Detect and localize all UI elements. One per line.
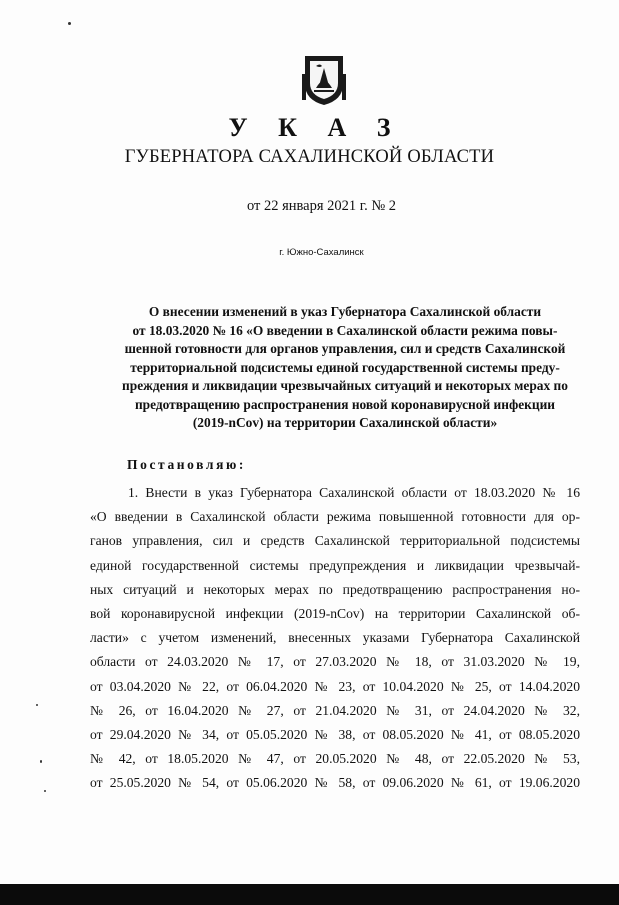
scan-speck xyxy=(44,790,46,792)
body-line: № 42, от 18.05.2020 № 47, от 20.05.2020 № 48, от 22.05.2020 № 53, xyxy=(90,751,580,767)
heading-line: шенной готовности для органов управления, сил и средств Сахалинской xyxy=(124,341,566,356)
heading-line: от 18.03.2020 № 16 «О введении в Сахалинской области режима повы- xyxy=(132,322,558,338)
resolve-label: Постановляю: xyxy=(127,457,246,472)
body-line: единой государственной системы предупреждения и ликвидации чрезвычай- xyxy=(90,557,580,573)
document-type-title: У К А З xyxy=(228,113,403,142)
decree-heading xyxy=(100,303,590,433)
scan-speck xyxy=(40,760,42,763)
body-line: № 26, от 16.04.2020 № 27, от 21.04.2020 № 31, от 24.04.2020 № 32, xyxy=(90,702,580,718)
body-line: области от 24.03.2020 № 17, от 27.03.2020 № 18, от 31.03.2020 № 19, xyxy=(90,654,580,670)
issue-place: г. Южно-Сахалинск xyxy=(279,247,364,258)
scan-bottom-edge xyxy=(0,884,619,905)
body-line: 1. Внести в указ Губернатора Сахалинской области от 18.03.2020 № 16 xyxy=(128,485,580,500)
decree-body xyxy=(90,481,580,795)
heading-line: преждения и ликвидации чрезвычайных ситуаций и некоторых мерах по xyxy=(122,378,568,393)
heading-line: территориальной подсистемы единой государственной системы преду- xyxy=(130,359,560,375)
body-line: от 25.05.2020 № 54, от 05.06.2020 № 58, от 09.06.2020 № 61, от 19.06.2020 xyxy=(90,775,580,791)
heading-line: (2019-nCov) на территории Сахалинской области» xyxy=(192,415,498,430)
scan-speck xyxy=(68,22,71,25)
body-line: от 29.04.2020 № 34, от 05.05.2020 № 38, от 08.05.2020 № 41, от 08.05.2020 xyxy=(90,726,580,742)
body-line: от 03.04.2020 № 22, от 06.04.2020 № 23, от 10.04.2020 № 25, от 14.04.2020 xyxy=(90,678,580,694)
heading-line: О внесении изменений в указ Губернатора Сахалинской области xyxy=(148,304,542,319)
body-line: ласти» с учетом изменений, внесенных указами Губернатора Сахалинской xyxy=(90,630,580,646)
body-line: вой коронавирусной инфекции (2019-nCov) на территории Сахалинской об- xyxy=(90,605,580,621)
coat-of-arms-icon xyxy=(302,54,346,106)
body-line: «О введении в Сахалинской области режима повышенной готовности для ор- xyxy=(90,509,580,525)
issuer-title: ГУБЕРНАТОРА САХАЛИНСКОЙ ОБЛАСТИ xyxy=(124,147,495,167)
body-line: ных ситуаций и некоторых мерах по предотвращению распространения но- xyxy=(90,581,580,597)
body-line: ганов управления, сил и средств Сахалинской территориальной подсистемы xyxy=(90,533,580,549)
scan-speck xyxy=(36,704,38,706)
heading-line: предотвращению распространения новой коронавирусной инфекции xyxy=(134,396,556,412)
decree-date-number: от 22 января 2021 г. № 2 xyxy=(246,198,397,214)
